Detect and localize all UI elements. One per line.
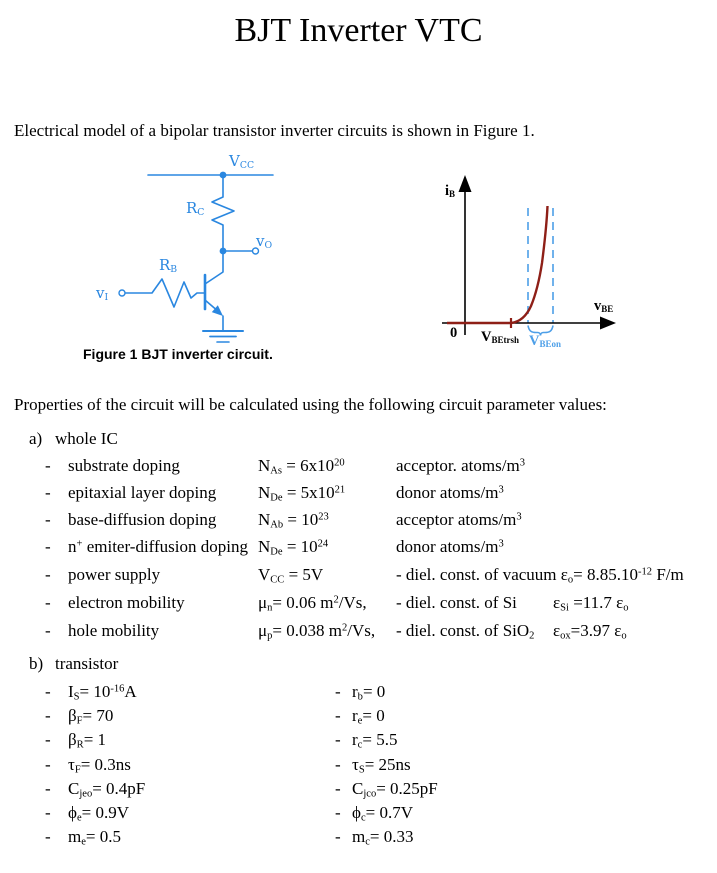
bullet-dash: - [45, 593, 51, 612]
param-row-epitaxial [0, 483, 717, 509]
vi-terminal-circle [119, 290, 125, 296]
label-vbe: $v_{BE}$ [594, 298, 614, 314]
transistor-param-right: $C_{jco}= 0.25pF$ [352, 779, 438, 800]
transistor-param-left: $\beta_R= 1$ [68, 730, 107, 751]
figure-caption: Figure 1 BJT inverter circuit. [83, 346, 273, 362]
label-rb: $R_B$ [159, 256, 178, 276]
param-unit: - diel. const. of SiO$_2$ [396, 621, 535, 642]
transistor-row-6 [0, 803, 717, 829]
ib-vbe-curve [447, 206, 548, 323]
param-value: $\mu_p= 0.038$ $m^2/Vs$, [258, 621, 376, 642]
section-b-number: b) [29, 654, 44, 673]
param-row-hole-mobility [0, 621, 717, 647]
bullet-dash: - [45, 565, 51, 584]
section-a-title: whole IC [55, 429, 118, 448]
section-a-number: a) [29, 429, 43, 448]
bullet-dash: - [45, 730, 51, 749]
label-ib: $i_B$ [445, 183, 456, 199]
param-label: substrate doping [68, 456, 180, 475]
graph-axis-arrows [459, 175, 617, 330]
graph-curve-group [447, 206, 548, 328]
bullet-dash: - [45, 755, 51, 774]
param-unit: - diel. const. of vacuum $\varepsilon_o= 8.85.10^{-12}$ F/m [396, 565, 684, 586]
param-value: $N_{Ab} = 10^{23}$ [258, 510, 329, 531]
param-unit: acceptor. atoms/$m^3$ [396, 456, 525, 475]
param-row-base-diffusion [0, 510, 717, 536]
param-unit: - diel. const. of Si [396, 593, 517, 612]
bullet-dash: - [335, 755, 341, 774]
transistor-row-7 [0, 827, 717, 853]
circuit-diagram [80, 148, 370, 373]
bullet-dash: - [335, 779, 341, 798]
y-axis-arrow-icon [459, 175, 472, 192]
section-b-title: transistor [55, 654, 119, 673]
transistor-row-3 [0, 730, 717, 756]
bullet-dash: - [45, 621, 51, 640]
param-row-power-supply [0, 565, 717, 591]
bullet-dash: - [45, 706, 51, 725]
circuit-terminals [119, 248, 259, 296]
transistor-param-left: $\tau_F= 0.3ns$ [68, 755, 131, 776]
transistor-param-left: $I_S= 10^{-16}A$ [68, 682, 137, 703]
param-row-emitter-diffusion [0, 537, 717, 563]
transistor-param-right: $r_b= 0$ [352, 682, 386, 703]
circuit-junction-dots [212, 172, 227, 316]
x-axis-arrow-icon [600, 317, 616, 330]
transistor-param-right: $\phi_c= 0.7V$ [352, 803, 414, 824]
param-extra: $\varepsilon_{ox}=3.97$ $\varepsilon_o$ [553, 621, 627, 642]
output-junction-dot [220, 248, 227, 255]
intro-paragraph: Electrical model of a bipolar transistor inverter circuits is shown in Figure 1. [14, 121, 535, 140]
param-label: n+ emiter-diffusion doping [68, 537, 248, 556]
bullet-dash: - [45, 510, 51, 529]
figure-vtc-graph [425, 160, 717, 360]
bullet-dash: - [45, 483, 51, 502]
label-vbeon: $V_{BEon}$ [529, 333, 561, 349]
param-label: hole mobility [68, 621, 160, 640]
transistor-param-right: $m_c= 0.33$ [352, 827, 414, 848]
label-vcc: $V_{CC}$ [229, 152, 255, 172]
param-label: epitaxial layer doping [68, 483, 217, 502]
transistor-param-left: $\phi_e= 0.9V$ [68, 803, 130, 824]
vcc-junction-dot [220, 172, 227, 179]
bullet-dash: - [335, 682, 341, 701]
bullet-dash: - [335, 827, 341, 846]
transistor-param-right: $r_c= 5.5$ [352, 730, 398, 751]
param-value: $\mu_n= 0.06$ $m^2/Vs$, [258, 593, 367, 614]
param-row-electron-mobility [0, 593, 717, 619]
bullet-dash: - [45, 537, 51, 556]
transistor-row-5 [0, 779, 717, 805]
param-label: power supply [68, 565, 161, 584]
transistor-row-1 [0, 682, 717, 708]
param-label: electron mobility [68, 593, 185, 612]
bullet-dash: - [335, 706, 341, 725]
param-unit: donor atoms/$m^3$ [396, 483, 504, 502]
param-label: base-diffusion doping [68, 510, 217, 529]
param-value: $N_{De} = 10^{24}$ [258, 537, 329, 558]
figure-circuit [80, 148, 370, 373]
bullet-dash: - [45, 779, 51, 798]
transistor-row-4 [0, 755, 717, 781]
label-vo: $v_O$ [256, 232, 273, 252]
label-vbetrsh: $V_{BEtrsh}$ [481, 329, 519, 345]
bullet-dash: - [45, 827, 51, 846]
section-a-header [0, 429, 717, 453]
param-value: $N_{De} = 5x10^{21}$ [258, 483, 346, 504]
base-branch-with-rb-resistor [125, 279, 205, 307]
collector-branch-with-rc-resistor [205, 175, 234, 284]
bullet-dash: - [45, 682, 51, 701]
bullet-dash: - [335, 803, 341, 822]
bullet-dash: - [335, 730, 341, 749]
transistor-param-left: $\beta_F= 70$ [68, 706, 114, 727]
label-vi: $v_I$ [96, 284, 109, 304]
transistor-param-left: $m_e= 0.5$ [68, 827, 122, 848]
page-title: BJT Inverter VTC [234, 12, 483, 49]
label-rc: $R_C$ [186, 199, 205, 219]
param-unit: acceptor atoms/$m^3$ [396, 510, 522, 529]
graph-axes [442, 190, 603, 335]
param-row-substrate [0, 456, 717, 482]
transistor-row-2 [0, 706, 717, 732]
bullet-dash: - [45, 803, 51, 822]
transistor-param-left: $C_{jeo}= 0.4pF$ [68, 779, 146, 800]
param-value: $N_{As} = 6x10^{20}$ [258, 456, 345, 477]
label-zero: 0 [450, 325, 458, 341]
param-unit: donor atoms/$m^3$ [396, 537, 504, 556]
bullet-dash: - [45, 456, 51, 475]
graph-plot [425, 160, 717, 360]
properties-intro: Properties of the circuit will be calculated using the following circuit parameter values: [14, 395, 607, 414]
section-b-header [0, 654, 717, 678]
transistor-param-right: $\tau_S= 25ns$ [352, 755, 411, 776]
param-value: $V_{CC} = 5V$ [258, 565, 324, 586]
transistor-param-right: $r_e= 0$ [352, 706, 385, 727]
param-extra: $\varepsilon_{Si} =11.7$ $\varepsilon_o$ [553, 593, 629, 614]
